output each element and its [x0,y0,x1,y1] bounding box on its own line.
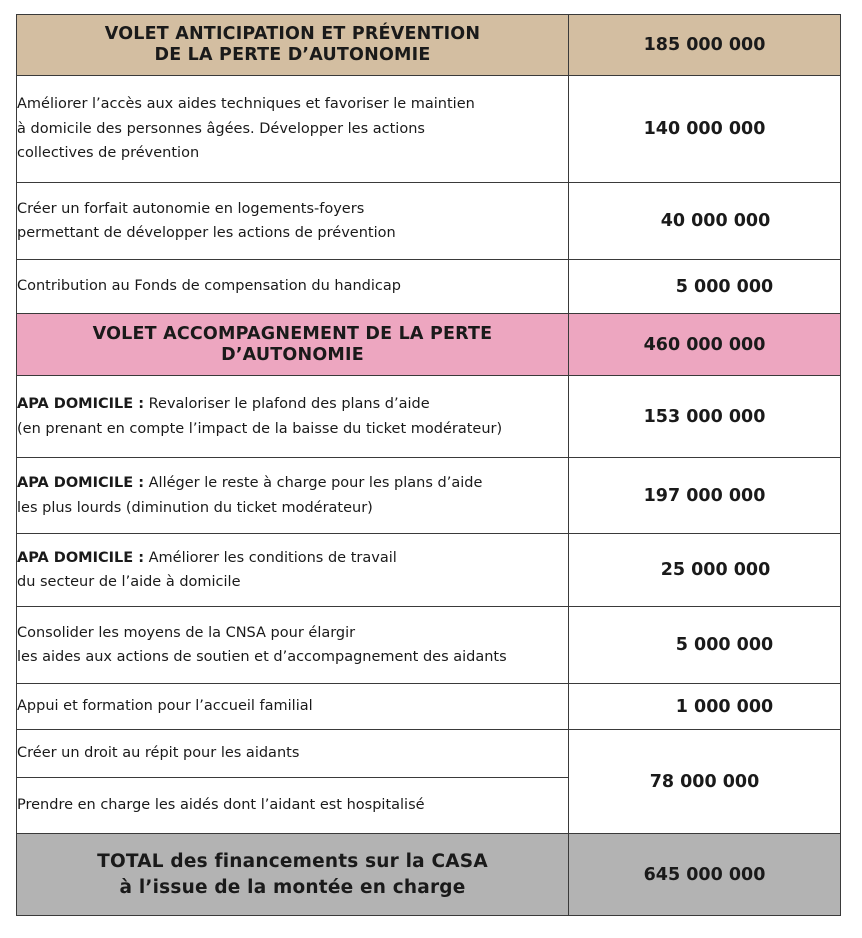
table-row [17,376,841,458]
item-description [17,458,569,534]
description-line: du secteur de l’aide à domicile [17,574,241,590]
description-line: les aides aux actions de soutien et d’accompagnement des aidants [17,649,507,665]
apa-prefix: APA DOMICILE : [17,396,145,412]
description-line: Créer un droit au répit pour les aidants [17,745,300,762]
section-title-line: VOLET ANTICIPATION ET PRÉVENTION [104,24,481,44]
description-line: Créer un forfait autonomie en logements-foyers [17,200,365,217]
item-amount: 140 000 000 [569,76,841,183]
total-title-line: à l’issue de la montée en charge [119,876,466,898]
description-line: Contribution au Fonds de compensation du handicap [17,278,401,295]
description-line: à domicile des personnes âgées. Développer les actions [17,120,425,137]
item-description [17,607,569,684]
total-amount: 645 000 000 [569,834,841,916]
item-amount: 25 000 000 [569,534,841,607]
item-description [17,778,569,834]
section-title-line: DE LA PERTE D’AUTONOMIE [154,45,431,65]
description-line: Revaloriser le plafond des plans d’aide [148,396,430,412]
item-amount: 153 000 000 [569,376,841,458]
item-amount: 197 000 000 [569,458,841,534]
apa-prefix: APA DOMICILE : [17,549,145,566]
item-amount: 5 000 000 [569,260,841,314]
item-description [17,183,569,260]
description-line: les plus lourds (diminution du ticket modérateur) [17,499,373,516]
section-amount: 185 000 000 [569,15,841,76]
item-description [17,684,569,730]
description-line: Alléger le reste à charge pour les plans d’aide [148,475,483,491]
table-row [17,607,841,684]
section-amount: 460 000 000 [569,314,841,376]
item-amount: 40 000 000 [569,183,841,260]
item-description [17,376,569,458]
apa-prefix: APA DOMICILE : [17,475,145,491]
description-line: Appui et formation pour l’accueil familial [17,698,313,715]
total-title [17,834,569,916]
total-title-line: TOTAL des financements sur la CASA [97,850,488,872]
table-row [17,183,841,260]
table-row [17,76,841,183]
table-row [17,260,841,314]
budget-table [16,14,841,916]
section-row-accompagnement [17,314,841,376]
description-line: collectives de prévention [17,145,200,162]
description-line: Consolider les moyens de la CNSA pour élargir [17,624,356,641]
item-amount: 1 000 000 [569,684,841,730]
table-row [17,730,841,778]
item-description [17,76,569,183]
section-title [17,15,569,76]
item-description [17,730,569,778]
section-row-prevention [17,15,841,76]
section-title-line: D’AUTONOMIE [221,344,364,365]
description-line: permettant de développer les actions de prévention [17,225,396,241]
description-line: (en prenant en compte l’impact de la baisse du ticket modérateur) [17,420,503,437]
table-row [17,684,841,730]
table-row [17,458,841,534]
item-description [17,260,569,314]
item-amount: 5 000 000 [569,607,841,684]
item-amount-merged: 78 000 000 [569,730,841,834]
item-description [17,534,569,607]
table-row [17,534,841,607]
section-title-line: VOLET ACCOMPAGNEMENT DE LA PERTE [92,323,493,344]
description-line: Améliorer l’accès aux aides techniques et favoriser le maintien [17,96,475,113]
section-title [17,314,569,376]
description-line: Prendre en charge les aidés dont l’aidant est hospitalisé [17,797,425,814]
description-line: Améliorer les conditions de travail [148,549,397,566]
total-row [17,834,841,916]
